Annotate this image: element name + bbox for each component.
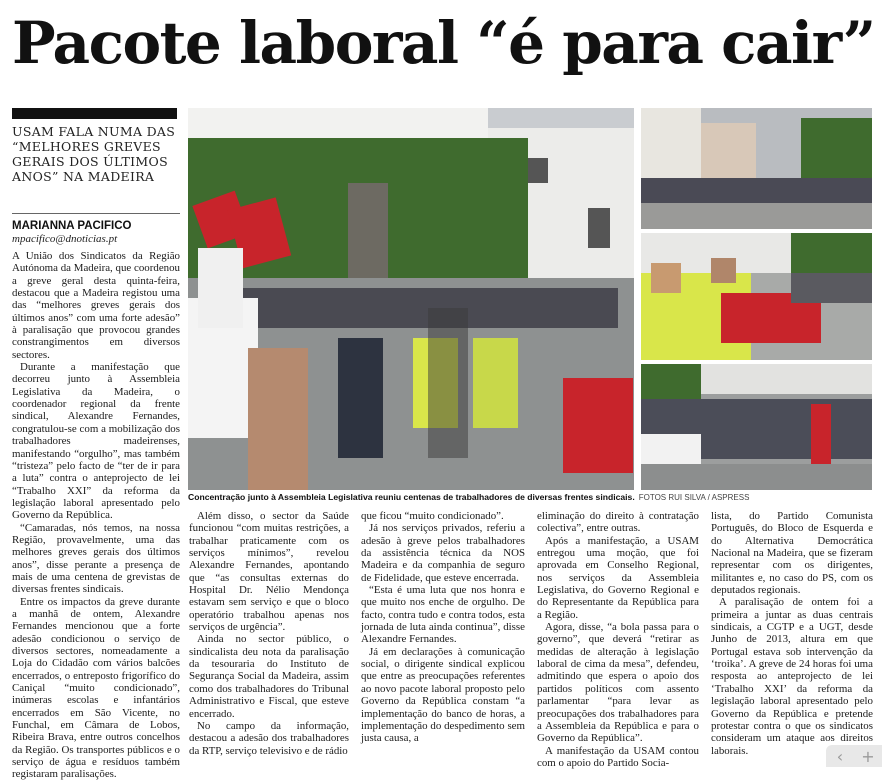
paragraph: Entre os impactos da greve durante a manhã de ontem, Alexandre Fernandes mencionou que a forte adesão condicionou o serviço de diversos sectores, nomeadamente a Loja do Cidadão com vários balcões encerrados, o entreposto frigorífico do Caniçal “muito condicionado”, inúmeras escolas e infantários encerrados em São Vicente, no Funchal, em Câmara de Lobos, Ribeira Brava, entre outros concelhos da Região. Os transportes públicos e o serviço de água e resíduos também registaram paralisações.: [12, 595, 180, 781]
paragraph: “Camaradas, nós temos, na nossa Região, provavelmente, uma das melhores greves gerais dos últimos anos”, disse perante a presença de mais de uma centena de grevistas de diversas frentes sindicais.: [12, 521, 180, 596]
kicker-bar: [12, 108, 177, 119]
paragraph: Após a manifestação, a USAM entregou uma moção, que foi aprovada em Conselho Regional, nos serviços da Assembleia Legislativa, do Governo Regional e do Representante da República para a Região.: [537, 534, 699, 621]
paragraph: No campo da informação, destacou a adesão dos trabalhadores da RTP, serviço televisivo e de rádio: [189, 719, 349, 757]
paragraph: A manifestação da USAM contou com o apoio do Partido Socia-: [537, 744, 699, 769]
paragraph: eliminação do direito à contratação colectiva”, entre outras.: [537, 510, 699, 535]
author-name: MARIANNA PACIFICO: [12, 220, 132, 232]
paragraph: A União dos Sindicatos da Região Autónoma da Madeira, que coordenou a greve geral desta quinta-feira, destacou que a Madeira registou uma das “melhores greves gerais dos últimos anos” com uma forte adesão” à paralisação que provocou grandes constrangimentos em diversos sectores.: [12, 250, 180, 361]
body-column-2: [189, 510, 349, 757]
paragraph: Já em declarações à comunicação social, o dirigente sindical explicou que entre as preocupações referentes ao novo pacote laboral proposto pelo Governo da República constam “a implementação do banco de horas, a implementação do despedimento sem justa causa, a: [361, 645, 525, 745]
paragraph: Ainda no sector público, o sindicalista deu nota da paralisação da tesouraria do Instituto de Segurança Social da Madeira, assim como dos trabalhadores do Tribunal Administrativo e Fiscal, que esteve encerrado.: [189, 633, 349, 720]
paragraph: “Esta é uma luta que nos honra e que muito nos enche de orgulho. De facto, contra tudo e contra todos, esta jornada de luta ainda continua”, disse Alexandre Fernandes.: [361, 584, 525, 646]
paragraph: Além disso, o sector da Saúde funcionou “com muitas restrições, a trabalhar praticamente com os serviços mínimos”, revelou Alexandre Fernandes, apontando que “as consultas externas do Hospital Dr. Nélio Mendonça estavam sem serviço e que o bloco operatório trabalhou apenas nos serviços de urgência”.: [189, 510, 349, 634]
paragraph: Durante a manifestação que decorreu junto à Assembleia Legislativa da Madeira, o coordenador regional da frente sindical, Alexandre Fernandes, congratulou-se com a mobilização dos trabalhadores madeirenses, manifestando “orgulho”, mas também “tristeza” pelo facto de “ter de ir para a luta” contra o anteprojecto de lei “Trabalho XXI” da reforma da legislação laboral apresentado pelo Governo da República.: [12, 361, 180, 522]
street-photo: [641, 108, 872, 229]
paragraph: Agora, disse, “a bola passa para o governo”, que deverá “retirar as medidas de alteração à legislação laboral de cima da mesa”, defendeu, admitindo que espera o apoio dos partidos políticos com assento parlamentar “para levar as preocupações dos trabalhadores para a Assembleia da República e para o Governo da República”.: [537, 621, 699, 745]
author-email[interactable]: mpacifico@dnoticias.pt: [12, 233, 118, 245]
paragraph: lista, do Partido Comunista Português, do Bloco de Esquerda e do Alternativa Democrática Nacional na Madeira, que se fizeram representar com os dirigentes, militantes e, no caso do PS, com os deputados regionais.: [711, 510, 873, 597]
body-column-1: [12, 250, 180, 781]
body-column-4: [537, 510, 699, 769]
photo-credit: FOTOS RUI SILVA / ASPRESS: [638, 493, 750, 502]
main-photo: [188, 108, 634, 490]
caption-text: Concentração junto à Assembleia Legislativa reuniu centenas de trabalhadores de diversas frentes sindicais.: [188, 492, 635, 502]
paragraph: A paralisação de ontem foi a primeira a juntar as duas centrais sindicais, a CGTP e a UGT, desde Junho de 2013, altura em que Portugal estava sob intervenção da ‘troika’. A greve de 24 horas foi uma resposta ao anteprojecto de lei ‘Trabalho XXI’ da reforma da legislação laboral apresentado pelo Governo da República e pretende protestar contra o que os sindicatos consideram um ataque aos direitos laborais.: [711, 596, 873, 757]
kicker: USAM FALA NUMA DAS “MELHORES GREVES GERAIS DOS ÚLTIMOS ANOS” NA MADEIRA: [12, 124, 176, 184]
body-column-3: [361, 510, 525, 745]
divider: [12, 213, 180, 214]
body-column-5: [711, 510, 873, 757]
headline: Pacote laboral “é para cair”: [12, 9, 875, 77]
zoom-in-icon[interactable]: +: [861, 746, 875, 766]
crowd-photo: [641, 364, 872, 490]
paragraph: Já nos serviços privados, referiu a adesão à greve pelos trabalhadores da assistência técnica da NOS Madeira e da companhia de seguro de Fidelidade, que esteve encerrada.: [361, 522, 525, 584]
prev-page-icon[interactable]: ‹: [836, 746, 844, 766]
page-nav: [826, 745, 882, 767]
vests-photo: [641, 233, 872, 360]
paragraph: que ficou “muito condicionado”.: [361, 510, 504, 522]
photo-caption: [188, 492, 878, 502]
